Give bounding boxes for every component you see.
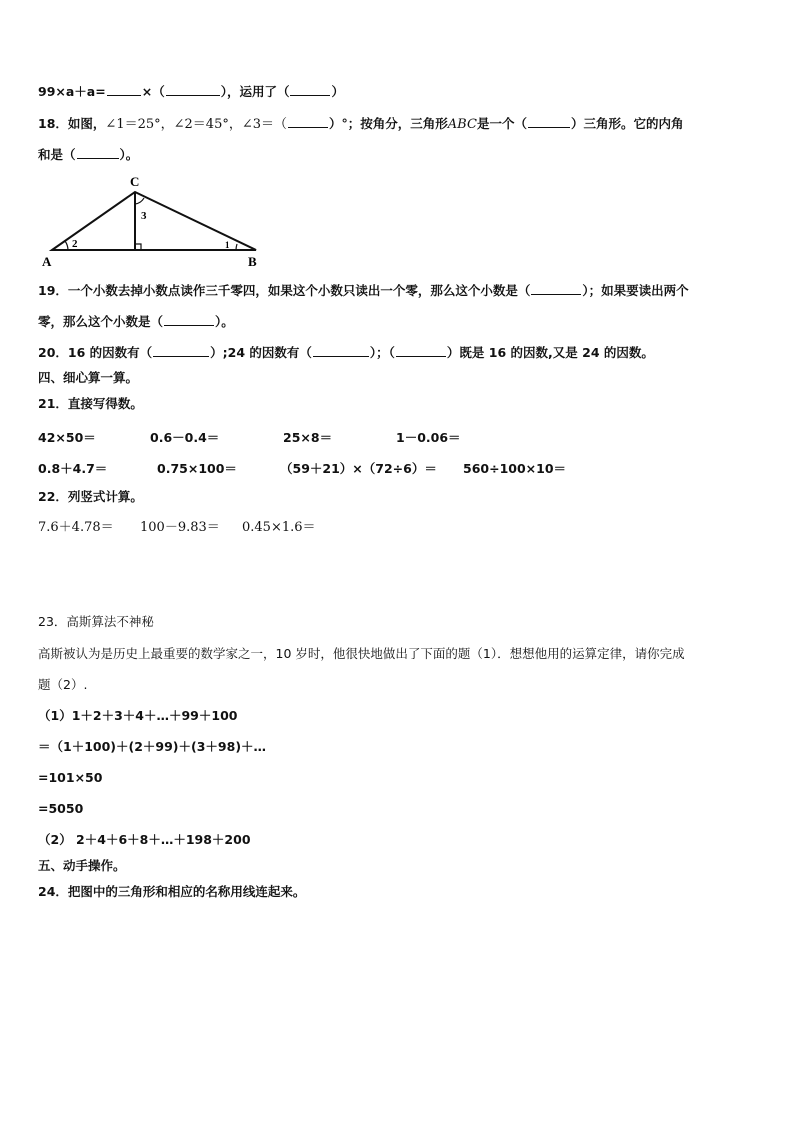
q19-line2-b: ）。 — [215, 314, 234, 329]
q21-r2-c2: 0.75×100＝ — [157, 461, 237, 476]
q20-line — [38, 344, 654, 361]
q23-paragraph-line-1: 高斯被认为是历史上最重要的数学家之一，10 岁时，他很快地做出了下面的题（1）．想想他用的运算定律，请你完成 — [38, 646, 685, 661]
q19-line-1 — [38, 282, 689, 299]
q18-blank-angle3[interactable] — [288, 115, 328, 128]
q22-title: 22．列竖式计算。 — [38, 489, 143, 504]
q18-text-b: ）°；按角分，三角形 — [329, 116, 448, 131]
q18-angle-1: ∠1＝25°， — [105, 117, 174, 132]
label-b: B — [248, 254, 257, 269]
q19-line1-a: 19．一个小数去掉小数点读作三千零四，如果这个小数只读出一个零，那么这个小数是（ — [38, 283, 531, 298]
section-4-heading: 四、细心算一算。 — [38, 370, 139, 385]
q20-blank-3[interactable] — [396, 344, 446, 357]
q18-text-d: ）三角形。它的内角 — [570, 116, 684, 131]
q18-number: 18． — [38, 116, 68, 131]
q19-line2-a: 零，那么这个小数是（ — [38, 314, 164, 329]
q18-angle-2: ∠2＝45°， — [173, 117, 242, 132]
q19-line-2 — [38, 313, 234, 330]
q18-angle-3: ∠3＝（ — [241, 117, 288, 132]
q21-r1-c1: 42×50＝ — [38, 430, 96, 445]
label-c: C — [130, 174, 140, 189]
q20-c: ）；（ — [369, 345, 395, 360]
q18-line-2 — [38, 146, 138, 163]
q18-text-a: 如图， — [67, 116, 106, 131]
q17-close-1: ），运用了（ — [220, 84, 290, 99]
q21-r2-c4: 560÷100×10＝ — [463, 461, 567, 476]
label-angle-3: 3 — [141, 210, 147, 222]
q22-item-3: 0.45×1.6＝ — [242, 520, 316, 535]
q17-blank-1[interactable] — [107, 83, 141, 96]
q20-blank-2[interactable] — [313, 344, 369, 357]
q18-abc: ABC — [447, 117, 477, 132]
q18-line2-b: ）。 — [119, 147, 139, 162]
q20-d: ）既是 16 的因数,又是 24 的因数。 — [446, 345, 654, 360]
q19-blank-2[interactable] — [164, 313, 214, 326]
label-a: A — [42, 254, 52, 269]
q20-a: 20．16 的因数有（ — [38, 345, 153, 360]
angle-2-arc — [65, 241, 68, 250]
q18-blank-type[interactable] — [528, 115, 570, 128]
q23-step-1: （1）1＋2＋3＋4＋…＋99＋100 — [38, 708, 238, 723]
q22-item-1: 7.6＋4.78＝ — [38, 520, 114, 535]
q18-text-c: 是一个（ — [476, 116, 527, 131]
q19-blank-1[interactable] — [531, 282, 581, 295]
q22-item-2: 100－9.83＝ — [140, 520, 220, 535]
q21-r1-c4: 1－0.06＝ — [396, 430, 461, 445]
q18-line2-a: 和是（ — [38, 147, 76, 162]
q23-paragraph-line-2: 题（2）. — [38, 677, 88, 692]
q17-tail-line — [38, 83, 344, 100]
q18-blank-sum[interactable] — [77, 146, 119, 159]
q21-title: 21．直接写得数。 — [38, 396, 143, 411]
section-5-heading: 五、动手操作。 — [38, 858, 126, 873]
q17-close-2: ） — [331, 84, 344, 99]
q23-step-4: =5050 — [38, 801, 84, 816]
label-angle-1: 1 — [225, 240, 230, 250]
q17-times: ×（ — [141, 84, 165, 99]
label-angle-2: 2 — [72, 238, 78, 250]
q21-r1-c3: 25×8＝ — [283, 430, 333, 445]
q17-blank-3[interactable] — [290, 83, 330, 96]
q21-r2-c1: 0.8＋4.7＝ — [38, 461, 108, 476]
q21-r2-c3: （59＋21）×（72÷6）＝ — [280, 461, 437, 476]
q24-text: 24．把图中的三角形和相应的名称用线连起来。 — [38, 884, 306, 899]
q20-blank-1[interactable] — [153, 344, 209, 357]
q23-step-5: （2） 2＋4＋6＋8＋…＋198＋200 — [38, 832, 251, 847]
q23-step-2: ＝（1＋100)＋(2＋99)＋(3＋98)＋… — [38, 739, 267, 754]
q23-step-3: =101×50 — [38, 770, 103, 785]
angle-3-arc — [135, 198, 144, 204]
q21-r1-c2: 0.6－0.4＝ — [150, 430, 220, 445]
q17-blank-2[interactable] — [166, 83, 220, 96]
q18-line-1 — [38, 115, 683, 133]
q17-expression: 99×a＋a= — [38, 84, 106, 99]
q19-line1-b: ）；如果要读出两个 — [582, 283, 689, 298]
triangle-figure — [38, 172, 268, 270]
q20-b: ）;24 的因数有（ — [210, 345, 312, 360]
q23-title: 23．高斯算法不神秘 — [38, 614, 154, 629]
